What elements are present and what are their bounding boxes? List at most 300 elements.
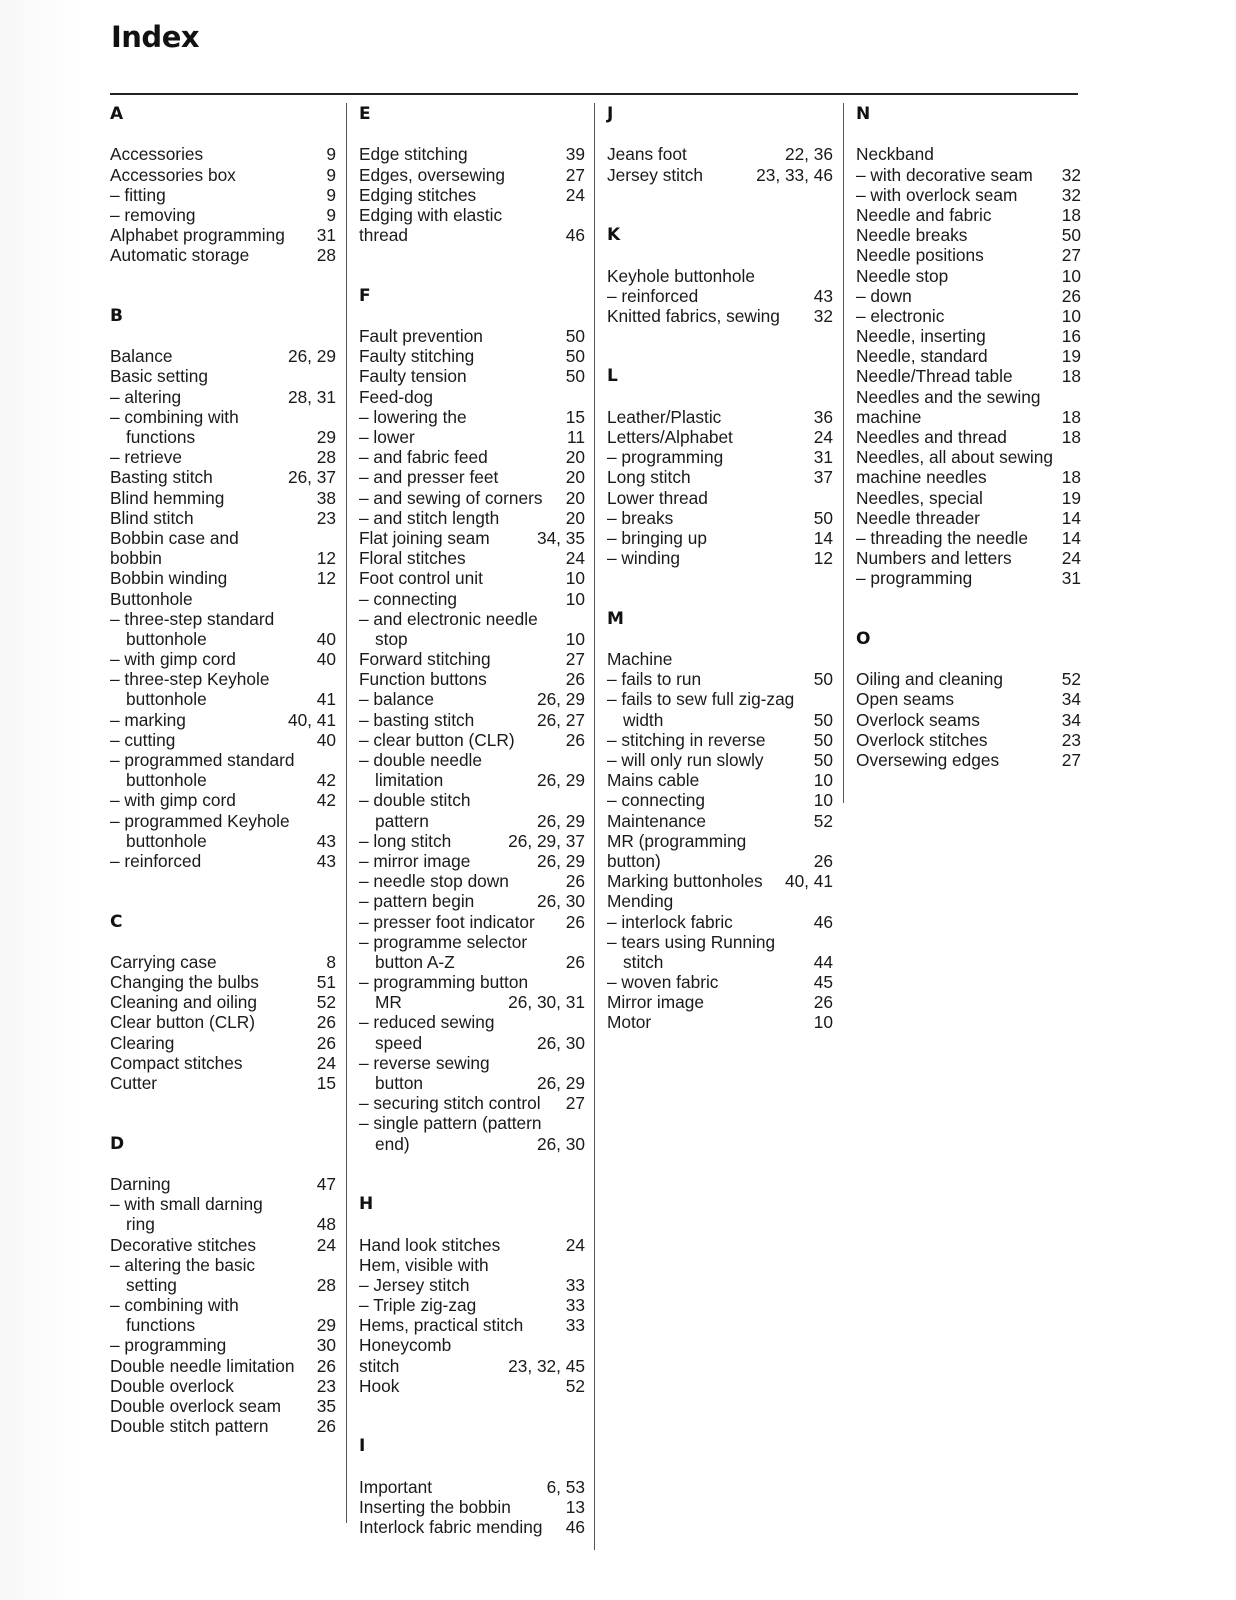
section-letter-i: I [359,1436,366,1457]
index-entry-pages [1077,447,1081,467]
index-entry [359,205,585,225]
index-entry-term: Needle, standard [856,346,988,367]
index-entry [607,286,833,306]
index-entry [856,306,1081,326]
index-entry [359,185,585,205]
index-entry-pages: 13 [565,1496,585,1517]
index-entry-term: – and stitch length [359,507,500,528]
index-entry [110,568,336,588]
index-entry [110,1174,336,1194]
index-entry [607,851,833,871]
index-entry-pages: 42 [316,790,336,811]
index-entry-term: MR [375,992,402,1013]
index-entry [856,205,1081,225]
index-entry [359,710,585,730]
index-entry-term: – single pattern (pattern [359,1113,542,1134]
index-entry-term: Honeycomb [359,1335,452,1356]
index-entry-term: – fails to sew full zig-zag [607,689,795,710]
index-entry-pages: 9 [326,204,336,225]
index-entry-pages [332,589,336,609]
index-entry-pages [829,266,833,286]
index-entry [856,286,1081,306]
index-entry [359,790,585,810]
index-entry [856,225,1081,245]
index-entry-pages: 23 [1061,729,1081,750]
index-entry-pages: 12 [316,568,336,589]
index-entry-pages: 20 [565,487,585,508]
index-entry-term: Decorative stitches [110,1234,256,1255]
index-entry-term: – reinforced [607,285,699,306]
index-entry-pages: 18 [1061,467,1081,488]
index-entry [359,1134,585,1154]
index-entry-term: – electronic [856,305,945,326]
index-entry [359,669,585,689]
index-entry-pages [581,205,585,225]
index-entry-pages: 30 [316,1335,336,1356]
index-entry-term: Foot control unit [359,568,483,589]
index-entry-pages: 43 [316,850,336,871]
index-entry-term: Accessories [110,144,204,165]
index-entry-term: Needle positions [856,245,984,266]
index-entry-pages: 18 [1061,366,1081,387]
index-entry [359,1033,585,1053]
section-letter-a: A [110,104,124,124]
index-entry-term: Bobbin case and [110,527,239,548]
index-entry [359,1517,585,1537]
index-entry-pages: 26 [565,729,585,750]
index-entry [110,205,336,225]
index-entry-term: Hem, visible with [359,1254,489,1275]
index-entry [607,912,833,932]
index-entry-list [607,266,833,327]
index-entry [110,629,336,649]
index-entry [607,831,833,851]
index-entry-term: button [375,1073,424,1094]
index-entry-pages: 39 [565,144,585,165]
index-entry-pages: 48 [316,1214,336,1235]
index-entry [110,488,336,508]
index-entry-term: – programmed Keyhole [110,810,290,831]
index-entry [856,548,1081,568]
index-entry-term: Faulty stitching [359,346,475,367]
index-entry-term: – balance [359,689,434,710]
index-entry-term: Darning [110,1173,171,1194]
index-entry [359,1093,585,1113]
index-entry-pages: 40 [316,628,336,649]
index-entry-term: Needles and thread [856,427,1007,447]
index-entry [856,467,1081,487]
index-entry-pages: 33 [565,1274,585,1295]
index-entry-term: Hand look stitches [359,1234,501,1255]
index-entry-pages [1077,144,1081,164]
index-entry-term: – programming [856,568,973,589]
index-entry [359,952,585,972]
index-entry [110,1376,336,1396]
index-entry-term: Automatic storage [110,245,250,266]
index-entry-term: Faulty tension [359,366,467,387]
index-entry [607,165,833,185]
index-entry [359,871,585,891]
index-entry-pages: 26 [316,1416,336,1437]
index-entry [856,366,1081,386]
index-entry-term: – Triple zig-zag [359,1295,477,1316]
index-entry [359,447,585,467]
index-entry-term: Edges, oversewing [359,164,506,185]
index-entry-term: Buttonhole [110,588,193,609]
index-entry-pages: 6, 53 [546,1476,585,1497]
index-entry-pages: 11 [567,427,585,448]
index-entry [856,689,1081,709]
index-entry-pages [332,366,336,386]
index-entry [359,609,585,629]
index-entry-term: Needle breaks [856,225,968,246]
index-entry-pages: 26, 29, 37 [508,830,585,851]
index-entry [110,992,336,1012]
index-entry-pages: 27 [565,164,585,185]
index-entry-term: Balance [110,346,173,367]
index-entry-pages: 44 [813,951,833,972]
index-entry [110,710,336,730]
index-entry-pages: 10 [813,770,833,791]
index-entry [110,387,336,407]
index-entry-pages: 50 [813,709,833,730]
index-entry-pages: 26, 37 [287,467,336,488]
index-entry-term: Double needle limitation [110,1355,295,1376]
index-entry [110,165,336,185]
index-entry [110,1012,336,1032]
index-entry-term: – altering the basic [110,1254,256,1275]
index-entry-pages: 26, 27 [536,709,585,730]
index-entry [856,528,1081,548]
index-entry-term: Double overlock seam [110,1396,281,1417]
index-entry [856,750,1081,770]
index-entry [110,831,336,851]
index-entry [359,427,585,447]
index-entry-term: Motor [607,1012,652,1033]
index-entry-pages: 23 [316,1375,336,1396]
index-entry [359,1275,585,1295]
index-entry-pages: 23 [316,507,336,528]
index-entry [856,508,1081,528]
section-letter-j: J [607,104,614,124]
index-entry-term: Clearing [110,1032,175,1053]
index-entry-term: limitation [375,770,444,791]
index-entry-pages: 31 [316,225,336,246]
section-letter-e: E [359,104,371,124]
index-entry [359,1255,585,1275]
index-entry-pages: 50 [1061,225,1081,246]
index-entry-pages: 32 [1061,164,1081,185]
index-entry-term: Edging with elastic [359,204,503,225]
index-entry [110,1053,336,1073]
index-entry [359,346,585,366]
index-entry-term: – programming button [359,972,529,993]
index-entry-pages [829,689,833,709]
index-entry-term: buttonhole [126,628,207,649]
index-entry-pages [581,750,585,770]
index-entry-term: Alphabet programming [110,225,285,246]
index-entry-pages: 35 [316,1396,336,1417]
index-entry [856,730,1081,750]
index-entry-list [110,144,336,265]
index-entry-term: Blind hemming [110,487,225,508]
section-letter-n: N [856,104,871,124]
index-entry-term: button A-Z [375,951,455,972]
section-letter-h: H [359,1194,374,1215]
index-entry-term: Letters/Alphabet [607,427,733,448]
index-entry-pages: 19 [1061,346,1081,367]
index-entry-pages: 24 [565,184,585,205]
index-entry-term: Hems, practical stitch [359,1315,524,1336]
index-entry [110,1073,336,1093]
index-entry [359,1477,585,1497]
index-entry-pages: 24 [565,1234,585,1255]
index-entry-term: Compact stitches [110,1052,243,1073]
index-entry-term: speed [375,1032,423,1053]
index-entry-pages: 40 [316,729,336,750]
index-entry [110,609,336,629]
section-letter-b: B [110,305,123,326]
index-entry-pages: 31 [1061,568,1081,589]
index-entry-pages: 26, 30 [536,891,585,912]
index-entry-pages [829,932,833,952]
index-entry-pages: 18 [1061,204,1081,225]
index-entry [110,952,336,972]
index-entry [607,144,833,164]
index-entry-term: Needle threader [856,507,980,528]
index-entry-pages: 15 [565,406,585,427]
index-entry-term: thread [359,225,409,246]
index-entry-term: – lowering the [359,406,467,427]
index-entry-term: – fitting [110,184,166,205]
index-entry-pages: 28 [316,245,336,266]
index-entry [856,326,1081,346]
index-entry-term: – reverse sewing [359,1052,490,1073]
index-entry-pages: 26 [565,911,585,932]
index-entry-term: Mirror image [607,992,704,1013]
index-entry [110,467,336,487]
section-letter-f: F [359,285,371,306]
index-entry-pages [581,1012,585,1032]
index-entry-pages: 43 [813,285,833,306]
index-entry-term: Bobbin winding [110,568,228,589]
index-entry-term: width [623,709,664,730]
index-column-1 [110,104,336,1436]
index-entry [359,528,585,548]
index-entry-term: Maintenance [607,810,706,831]
index-entry [607,447,833,467]
index-entry-pages: 24 [316,1052,336,1073]
index-entry [856,488,1081,508]
index-entry [607,407,833,427]
index-entry-term: Leather/Plastic [607,406,722,427]
index-entry-term: – long stitch [359,830,452,851]
index-entry-term: buttonhole [126,830,207,851]
index-entry [359,1012,585,1032]
index-entry [110,346,336,366]
index-entry-pages: 33 [565,1295,585,1316]
index-entry [607,750,833,770]
index-entry-pages: 36 [813,406,833,427]
index-entry [110,366,336,386]
index-entry-term: – clear button (CLR) [359,729,515,750]
index-entry [607,932,833,952]
index-entry-pages: 10 [565,568,585,589]
index-entry [110,1275,336,1295]
index-entry-term: – and sewing of corners [359,487,543,508]
index-entry-term: – altering [110,386,182,407]
index-entry-list [110,346,336,871]
index-entry [359,629,585,649]
index-entry [110,730,336,750]
index-entry-pages: 50 [565,366,585,387]
index-entry [359,366,585,386]
index-entry [359,831,585,851]
index-entry-pages: 29 [316,1315,336,1336]
index-entry-term: Double stitch pattern [110,1416,269,1437]
index-entry-pages [829,488,833,508]
index-entry [359,750,585,770]
index-entry [607,992,833,1012]
index-entry-pages: 40 [316,649,336,670]
index-entry-pages: 12 [316,548,336,569]
index-entry [359,1335,585,1355]
index-entry-pages [332,609,336,629]
index-entry [359,912,585,932]
index-column-4 [856,104,1081,770]
index-entry-pages: 9 [326,184,336,205]
index-entry [359,568,585,588]
index-entry-list [359,1477,585,1538]
index-entry [110,649,336,669]
index-entry [110,972,336,992]
index-entry-pages: 19 [1061,487,1081,508]
index-entry [607,427,833,447]
index-entry-pages: 26, 29 [536,770,585,791]
index-entry [607,811,833,831]
index-entry-pages: 26 [813,992,833,1013]
index-entry [359,508,585,528]
section-letter-c: C [110,911,123,932]
index-entry-term: – bringing up [607,527,707,548]
index-entry-term: Blind stitch [110,507,194,528]
index-entry [110,447,336,467]
index-entry-pages: 33 [565,1315,585,1336]
index-entry-pages: 28, 31 [287,386,336,407]
index-entry [359,1113,585,1133]
index-entry-pages: 14 [1061,527,1081,548]
index-entry-term: Mending [607,891,674,912]
index-entry-term: – tears using Running [607,931,776,952]
index-entry [607,488,833,508]
index-entry-term: Basting stitch [110,467,213,488]
index-entry-pages [829,891,833,911]
index-entry-pages: 50 [565,346,585,367]
index-entry-term: – with decorative seam [856,164,1033,185]
index-entry-term: bobbin [110,548,162,569]
index-entry [110,1194,336,1214]
index-entry-pages: 50 [813,750,833,771]
index-entry-pages: 23, 32, 45 [508,1355,585,1376]
index-entry-term: – basting stitch [359,709,475,730]
index-entry-term: – removing [110,204,196,225]
index-entry-pages: 24 [1061,548,1081,569]
index-entry-term: Floral stitches [359,548,466,569]
index-entry-pages: 9 [326,144,336,165]
index-entry-pages: 43 [316,830,336,851]
index-entry [359,1356,585,1376]
index-entry-term: – and presser feet [359,467,499,488]
index-entry-term: – lower [359,427,415,448]
index-entry [607,266,833,286]
index-entry-pages: 27 [565,1093,585,1114]
index-entry-term: Machine [607,649,673,670]
index-entry-term: – three-step standard [110,608,275,629]
index-entry-pages: 42 [316,770,336,791]
index-entry-pages [332,407,336,427]
index-entry-term: – down [856,285,912,306]
index-entry-pages: 24 [813,427,833,448]
index-entry-list [607,407,833,569]
index-entry [607,730,833,750]
index-entry [110,1396,336,1416]
index-entry-term: – stitching in reverse [607,729,766,750]
index-entry-pages: 26, 30 [536,1032,585,1053]
index-entry [359,730,585,750]
index-entry-pages: 20 [565,467,585,488]
index-entry-pages [332,750,336,770]
index-entry-term: – retrieve [110,447,183,468]
index-entry-term: pattern [375,810,429,831]
index-entry-term: – threading the needle [856,527,1028,548]
index-entry-pages [581,1335,585,1355]
index-entry [856,407,1081,427]
index-entry-term: – reduced sewing [359,1012,495,1033]
index-entry-term: – will only run slowly [607,750,764,771]
index-entry [110,225,336,245]
index-entry [856,710,1081,730]
index-entry [856,266,1081,286]
index-entry-pages: 28 [316,1274,336,1295]
index-entry-term: – and electronic needle [359,608,538,629]
index-entry [359,1315,585,1335]
index-entry [359,1497,585,1517]
index-entry-list [110,952,336,1093]
index-entry [359,649,585,669]
index-entry-pages: 34, 35 [536,527,585,548]
index-entry [110,548,336,568]
index-entry-term: Feed-dog [359,386,433,407]
index-entry-pages [332,811,336,831]
index-entry-term: Long stitch [607,467,691,488]
index-entry [110,811,336,831]
index-entry-term: Oversewing edges [856,750,1000,771]
index-entry [856,165,1081,185]
index-entry [359,467,585,487]
index-entry-pages: 27 [1061,750,1081,771]
index-entry-term: Needle and fabric [856,204,992,225]
index-entry-pages [332,669,336,689]
index-entry [359,689,585,709]
index-entry-list [359,326,585,1154]
page-binding-shadow [0,0,78,1600]
index-entry-term: – with overlock seam [856,184,1018,205]
index-entry-term: Needles, all about sewing [856,447,1053,468]
index-entry-term: – Jersey stitch [359,1274,470,1295]
index-entry [110,427,336,447]
index-entry-term: – combining with [110,1295,239,1316]
index-entry [359,165,585,185]
